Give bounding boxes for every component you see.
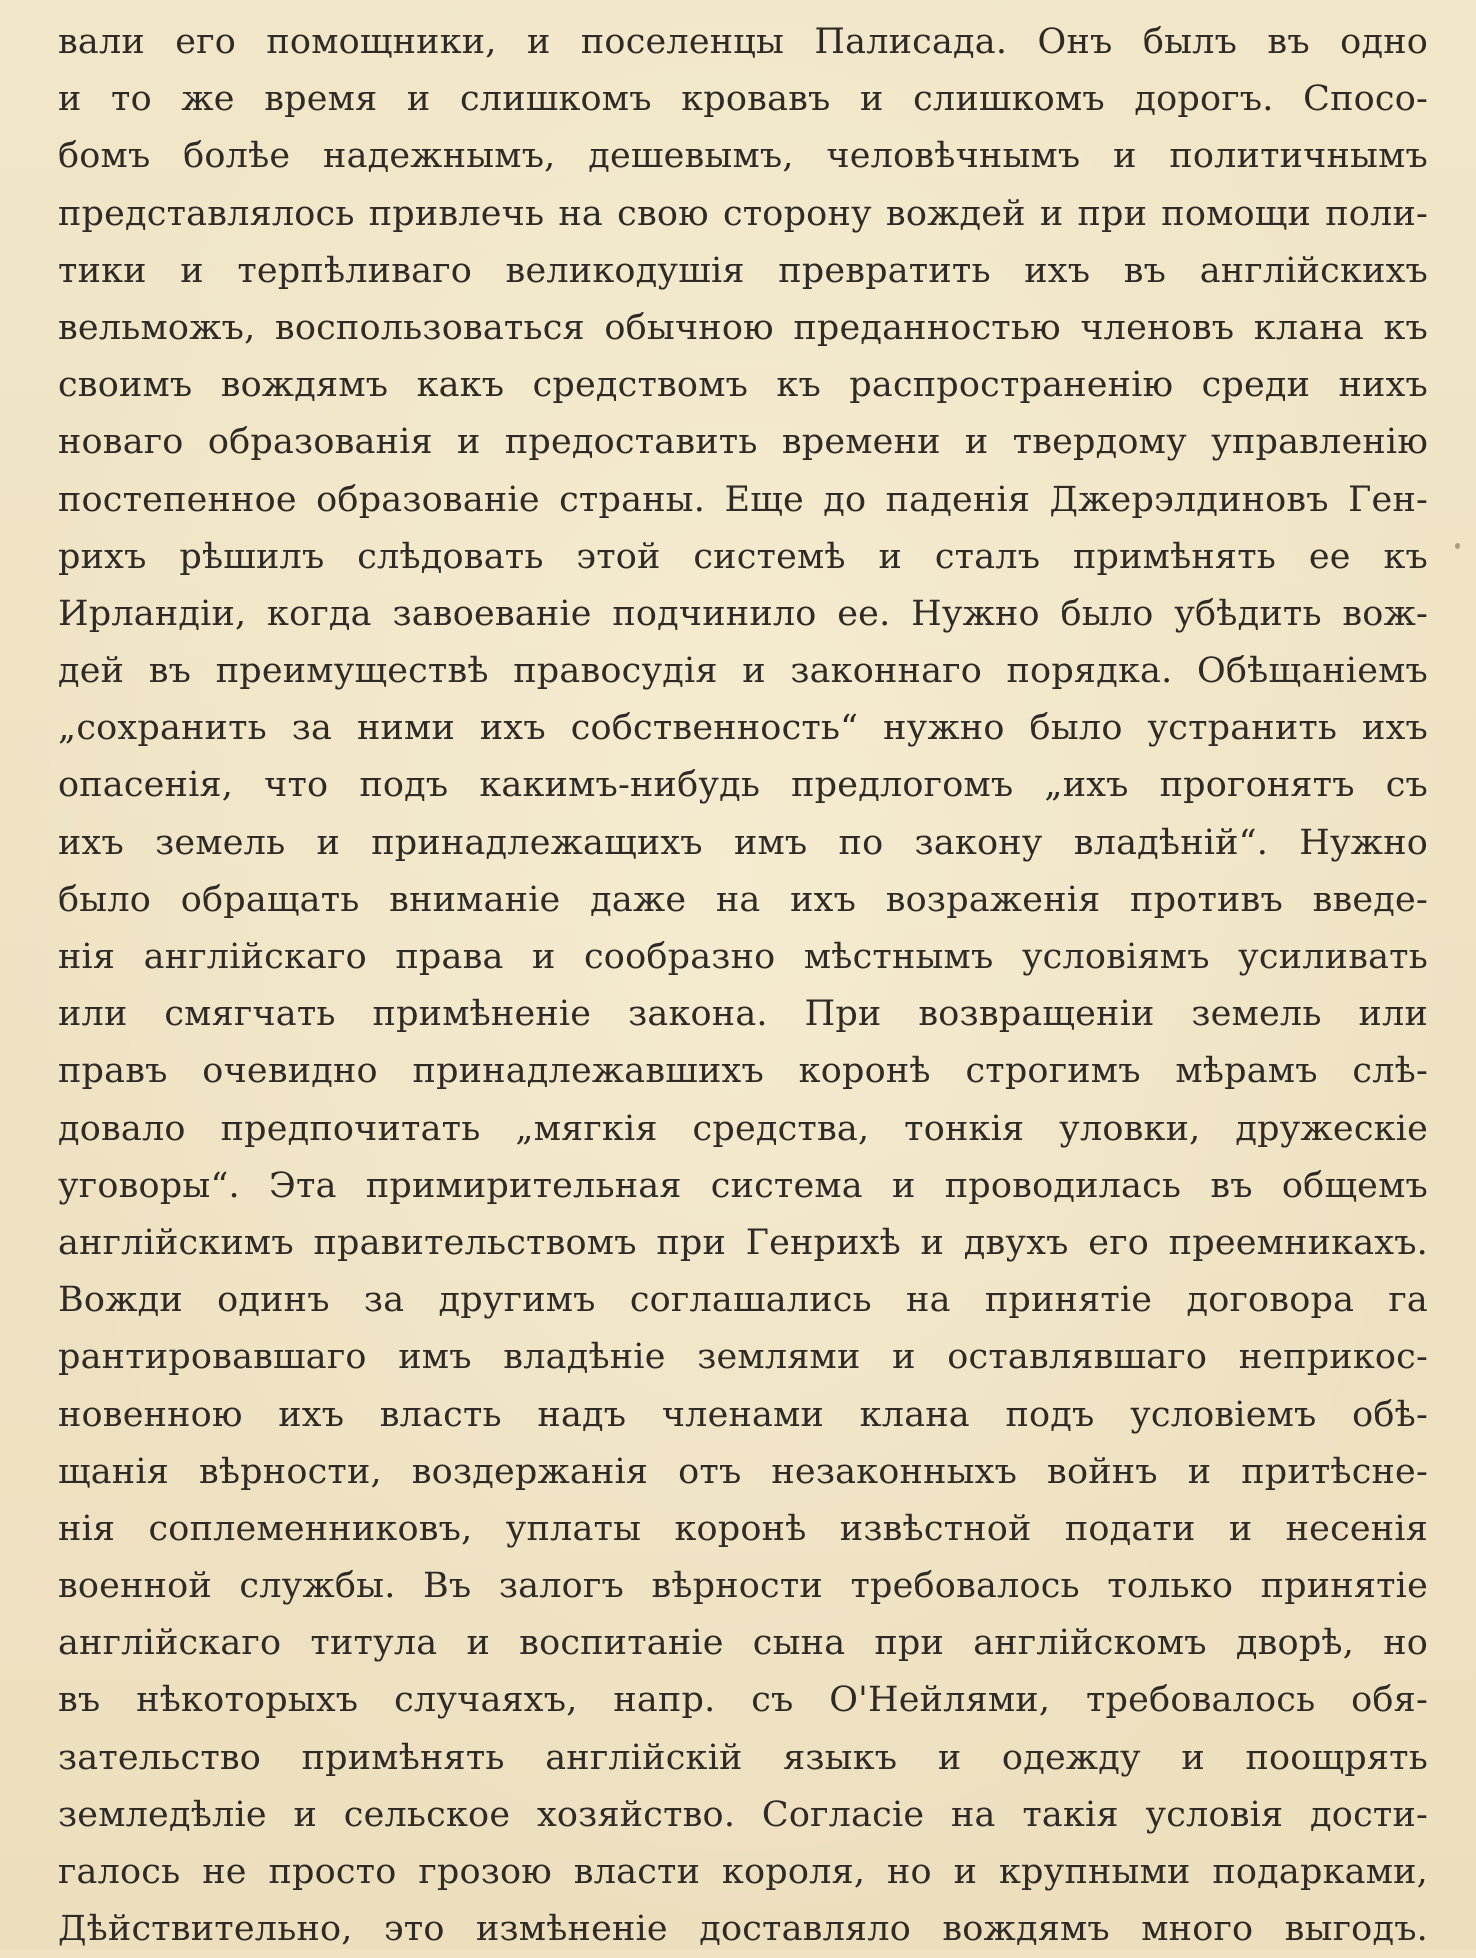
text-line: бомъ болѣе надежнымъ, дешевымъ, человѣчнымъ и политичнымъ <box>58 136 1428 177</box>
text-line: щанія вѣрности, воздержанія отъ незаконныхъ войнъ и притѣсне- <box>58 1451 1428 1492</box>
text-line: въ нѣкоторыхъ случаяхъ, напр. съ О'Нейлями, требовалось обя- <box>58 1680 1428 1721</box>
text-line: ихъ земель и принадлежащихъ имъ по закону владѣній“. Нужно <box>58 822 1428 863</box>
text-line: земледѣліе и сельское хозяйство. Согласіе на такія условія дости- <box>58 1794 1428 1835</box>
text-line: рантировавшаго имъ владѣніе землями и оставлявшаго неприкос- <box>58 1337 1428 1378</box>
text-line: было обращать вниманіе даже на ихъ возраженія противъ введе- <box>58 879 1428 920</box>
text-line: вельможъ, воспользоваться обычною преданностью членовъ клана къ <box>58 307 1428 348</box>
ink-speck <box>1455 543 1460 549</box>
text-line: „сохранить за ними ихъ собственность“ нужно было устранить ихъ <box>58 708 1428 749</box>
text-line: новаго образованія и предоставить времени и твердому управленію <box>58 422 1428 463</box>
text-line: тики и терпѣливаго великодушія превратить ихъ въ англійскихъ <box>58 250 1428 291</box>
text-line: военной службы. Въ залогъ вѣрности требовалось только принятіе <box>58 1566 1428 1607</box>
text-line: нія англійскаго права и сообразно мѣстнымъ условіямъ усиливать <box>58 937 1428 977</box>
text-line: рихъ рѣшилъ слѣдовать этой системѣ и сталъ примѣнять ее къ <box>58 536 1428 577</box>
text-line: англійскаго титула и воспитаніе сына при англійскомъ дворѣ, но <box>58 1623 1428 1664</box>
text-line: новенною ихъ власть надъ членами клана подъ условіемъ обѣ- <box>58 1394 1428 1435</box>
text-line: дей въ преимуществѣ правосудія и законнаго порядка. Обѣщаніемъ <box>58 651 1428 692</box>
text-line: представлялось привлечь на свою сторону вождей и при помощи поли- <box>58 193 1428 234</box>
text-line: Дѣйствительно, это измѣненіе доставляло вождямъ много выгодъ. <box>58 1909 1428 1950</box>
body-text <box>58 14 1428 1958</box>
text-line: зательство примѣнять англійскій языкъ и одежду и поощрять <box>58 1737 1428 1778</box>
text-line: довало предпочитать „мягкія средства, тонкія уловки, дружескіе <box>58 1108 1428 1149</box>
text-line: англійскимъ правительствомъ при Генрихѣ и двухъ его преемникахъ. <box>58 1222 1428 1263</box>
text-line: уговоры“. Эта примирительная система и проводилась въ общемъ <box>58 1165 1428 1206</box>
text-line: своимъ вождямъ какъ средствомъ къ распространенію среди нихъ <box>58 365 1428 406</box>
text-line: галось не просто грозою власти короля, но и крупными подарками, <box>58 1852 1428 1892</box>
text-line: нія соплеменниковъ, уплаты коронѣ извѣстной подати и несенія <box>58 1508 1428 1549</box>
text-line: правъ очевидно принадлежавшихъ коронѣ строгимъ мѣрамъ слѣ- <box>58 1051 1428 1092</box>
text-line: вали его помощники, и поселенцы Палисада. Онъ былъ въ одно <box>58 22 1428 62</box>
text-line: Ирландіи, когда завоеваніе подчинило ее. Нужно было убѣдить вож- <box>58 593 1428 634</box>
text-line: или смягчать примѣненіе закона. При возвращеніи земель или <box>58 994 1428 1035</box>
text-line: и то же время и слишкомъ кровавъ и слишкомъ дорогъ. Спосо- <box>58 79 1428 120</box>
text-line: постепенное образованіе страны. Еще до паденія Джерэлдиновъ Ген- <box>58 479 1428 520</box>
text-line: опасенія, что подъ какимъ-нибудь предлогомъ „ихъ прогонятъ съ <box>58 765 1428 806</box>
text-line: Вожди одинъ за другимъ соглашались на принятіе договора га <box>58 1280 1428 1321</box>
